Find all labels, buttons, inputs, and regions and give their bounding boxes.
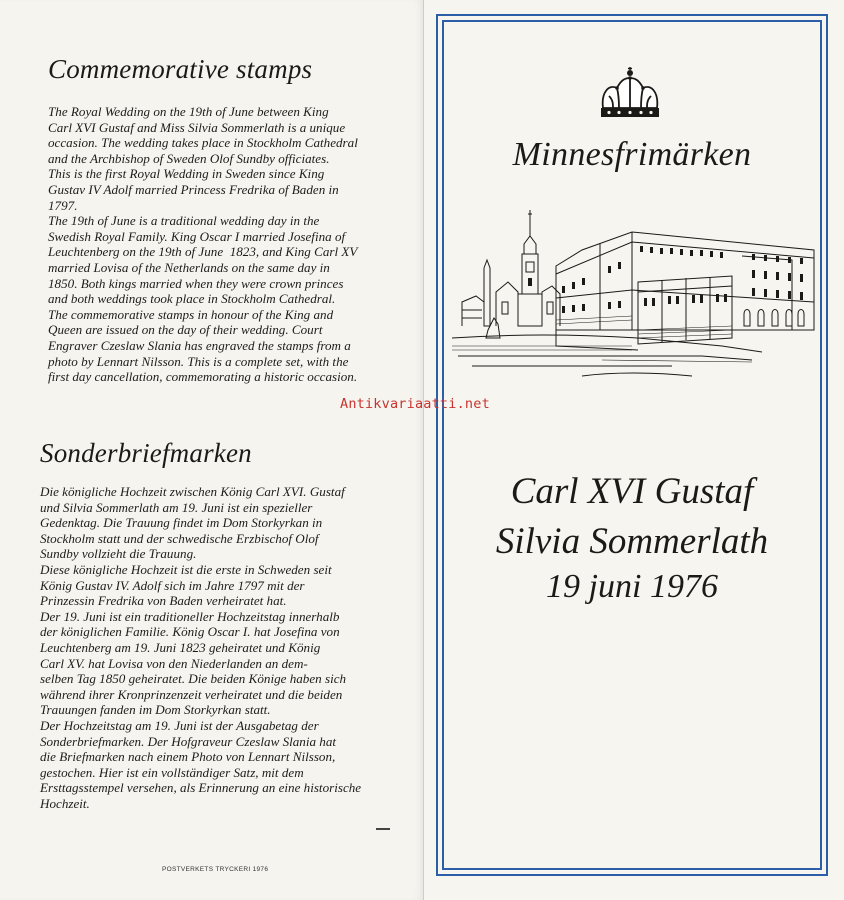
german-heading: Sonderbriefmarken: [40, 438, 252, 468]
ink-mark: [376, 828, 390, 835]
wedding-date: 19 juni 1976: [546, 568, 718, 605]
german-body-text: Die königliche Hochzeit zwischen König Carl XVI. Gustaf und Silvia Sommerlath am 19. Juni ist ein spezieller Gedenktag. Die Trauung findet im Dom Storkyrkan in Stockholm statt und der schwedische Erzbischof Olof Sundby vollzieht die Trauung. Diese königliche Hochzeit ist die erste in Schweden seit König Gustav IV. Adolf sich im Jahre 1797 mit der Prinzessin Fredrika von Baden verheiratet hat. Der 19. Juni ist ein traditioneller Hochzeitstag innerhalb der königlichen Familie. König Oscar I. hat Josefina von Leuchtenberg am 19. Juni 1823 geheiratet und König Carl XV. hat Lovisa von den Niederlanden an dem- selben Tag 1850 geheiratet. Die beiden Könige haben sich während ihrer Kronprinzenzeit verheiratet und die beiden Trauungen fanden im Dom Storkyrkan statt. Der Hochzeitstag am 19. Juni ist der Ausgabetag der Sonderbriefmarken. Der Hofgraveur Czeslaw Slania hat die Briefmarken nach einem Photo von Lennart Nilsson, gestochen. Hier ist ein vollständiger Satz, mit dem Ersttagsstempel versehen, als Erinnerung an eine historische Hochzeit.: [40, 484, 362, 811]
queen-name: Silvia Sommerlath: [495, 521, 769, 562]
watermark-text: Antikvariaatti.net: [340, 396, 490, 412]
stockholm-palace-illustration: [452, 206, 816, 392]
english-body-text: The Royal Wedding on the 19th of June between King Carl XVI Gustaf and Miss Silvia Sommerlath is a unique occasion. The wedding takes place in Stockholm Cathedral and the Archbishop of Sweden Olof Sundby officiates. This is the first Royal Wedding in Sweden since King Gustav IV Adolf married Princess Fredrika of Baden in 1797. The 19th of June is a traditional wedding day in the Swedish Royal Family. King Oscar I married Josefina of Leuchtenberg on the 19th of June 1823, and King Carl XV married Lovisa of the Netherlands on the same day in 1850. Both kings married when they were crown princes and both weddings took place in Stockholm Cathedral. The commemorative stamps in honour of the King and Queen are issued on the day of their wedding. Court Engraver Czeslaw Slania has engraved the stamps from a photo by Lennart Nilsson. This is a complete set, with the first day cancellation, commemorating a historic occasion.: [48, 104, 358, 385]
king-name: Carl XVI Gustaf: [510, 471, 754, 512]
cover-title: Minnesfrimärken: [512, 136, 752, 173]
english-heading: Commemorative stamps: [48, 54, 313, 84]
printer-credit: POSTVERKETS TRYCKERI 1976: [162, 866, 269, 873]
crown-icon: [595, 66, 665, 122]
